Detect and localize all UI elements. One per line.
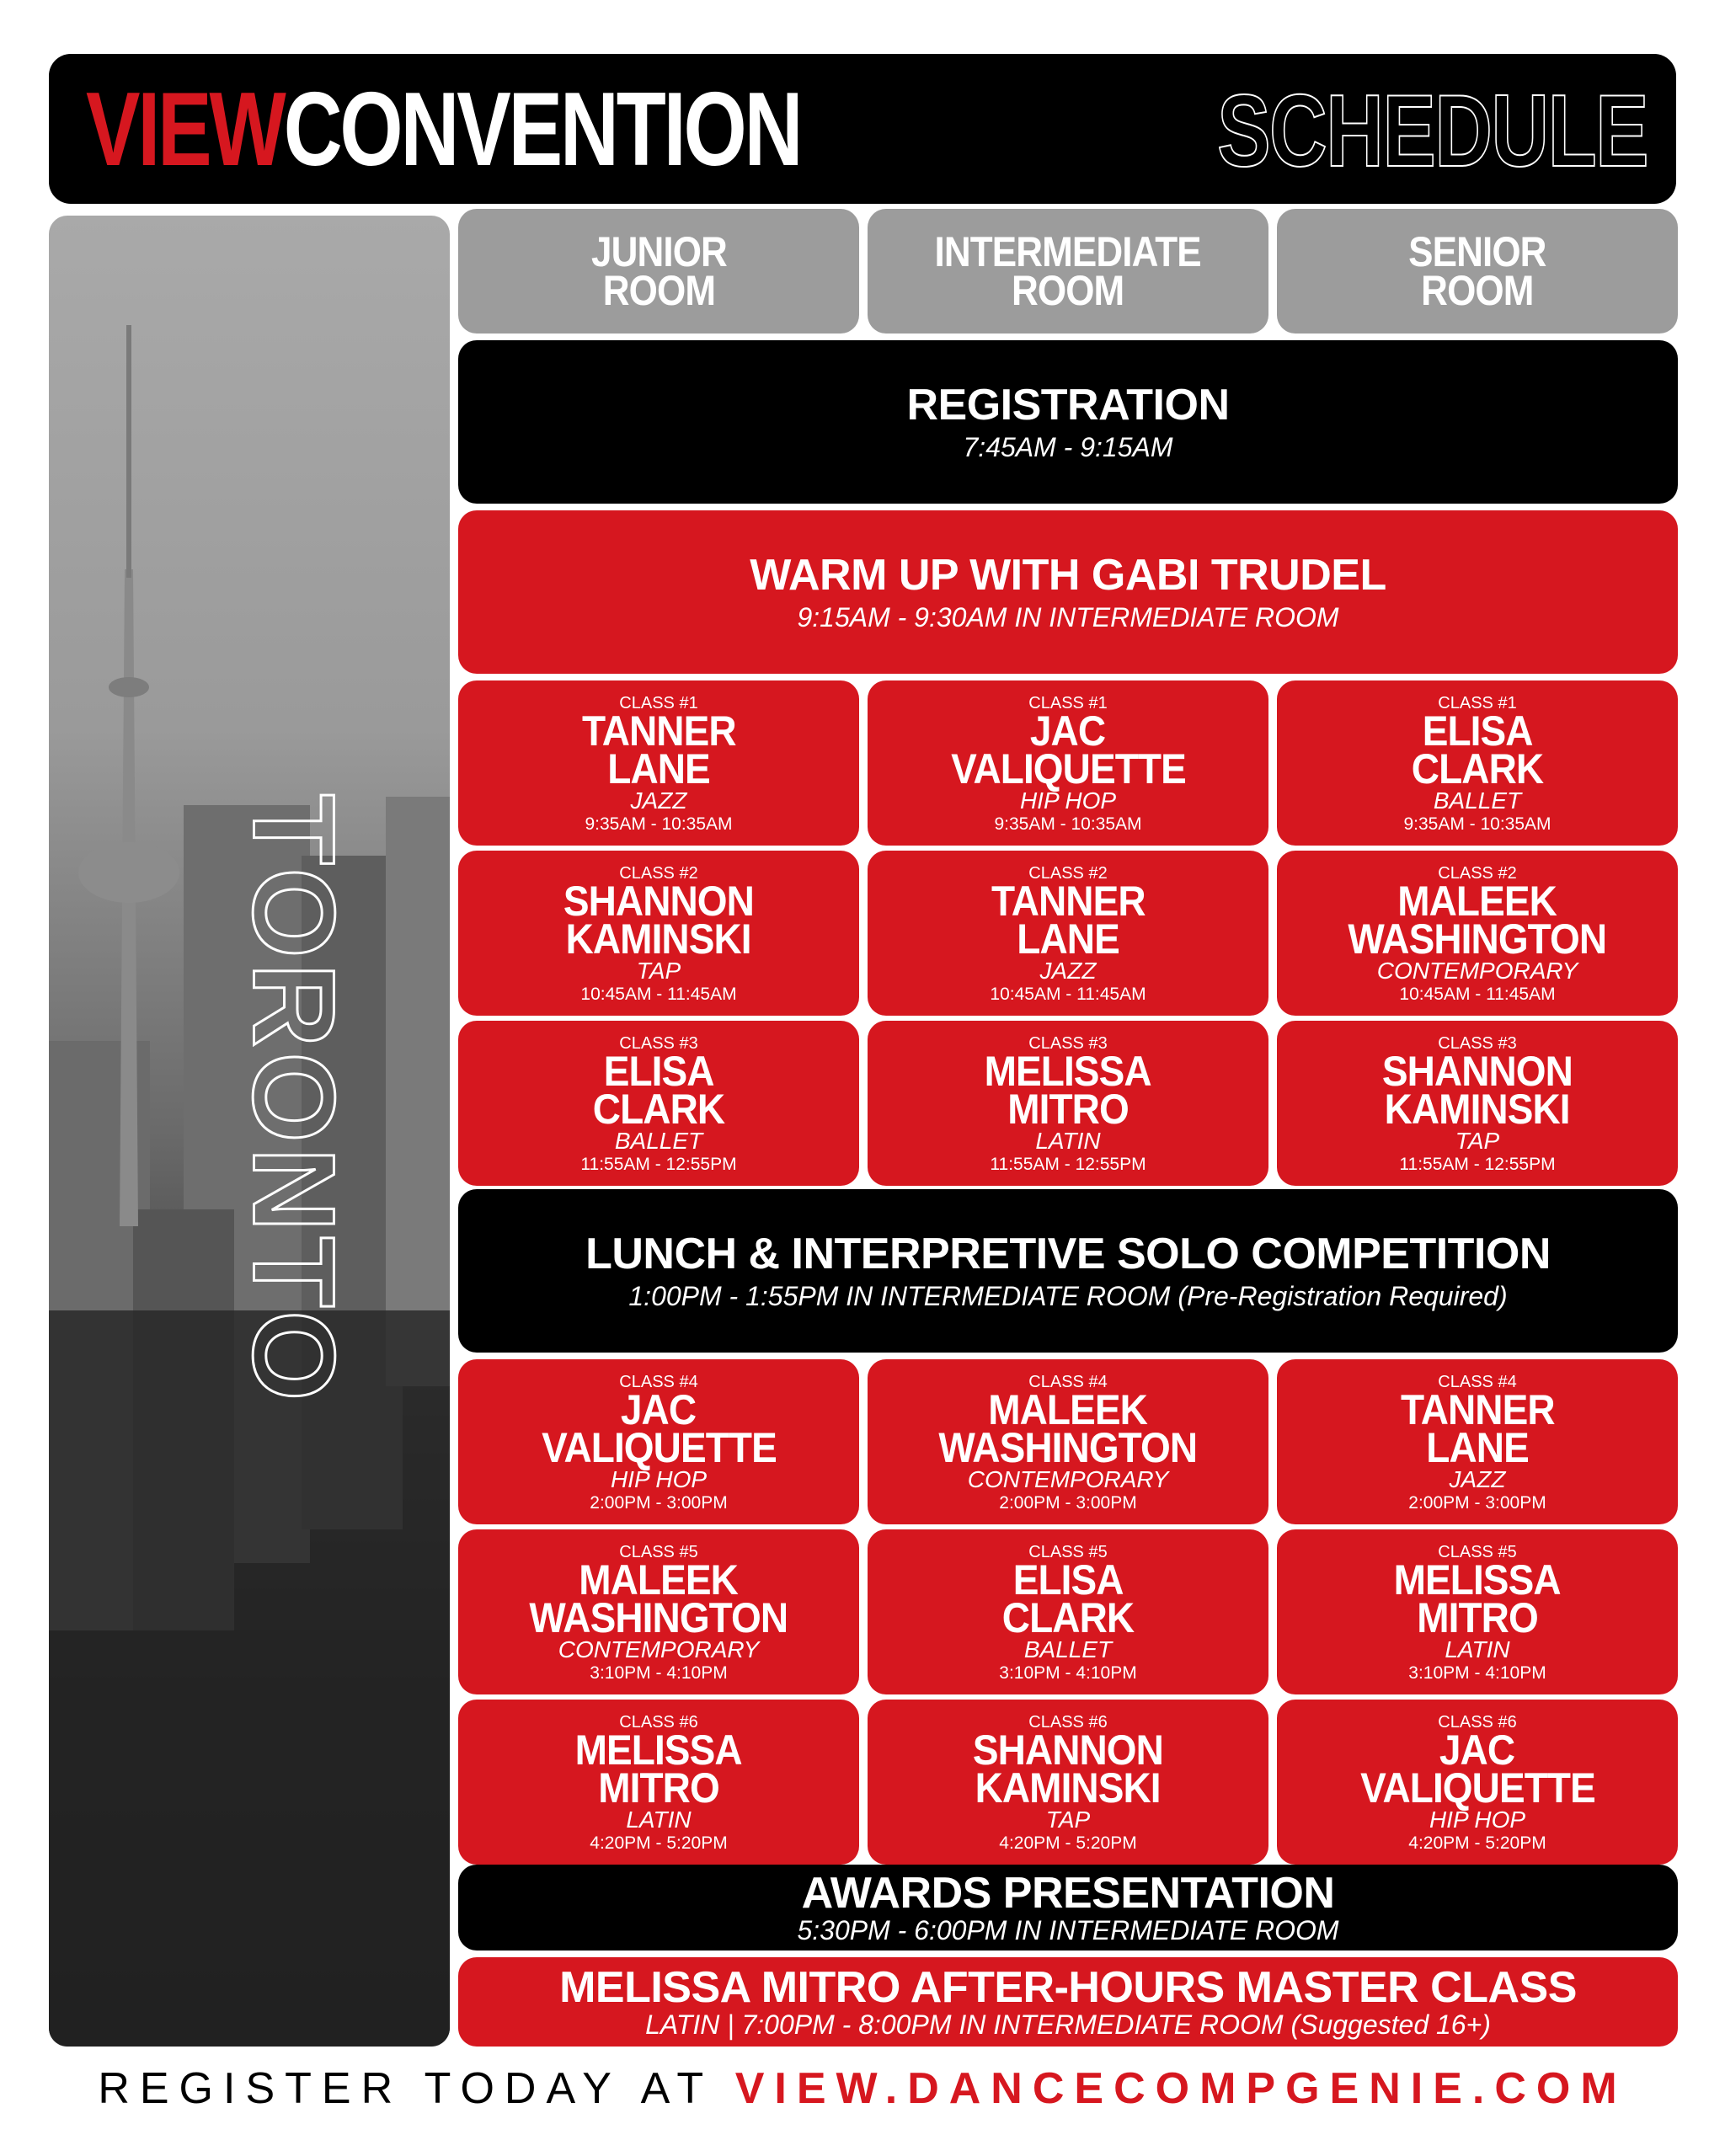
awards-block [458, 1865, 1678, 1951]
instructor-first-name: JAC [1030, 707, 1106, 755]
event-time: 9:15AM - 9:30AM IN INTERMEDIATE ROOM [797, 602, 1339, 632]
class-time: 2:00PM - 3:00PM [590, 1493, 728, 1513]
dance-style: LATIN [1445, 1636, 1510, 1662]
class-time: 2:00PM - 3:00PM [999, 1493, 1137, 1513]
class-card [458, 1359, 859, 1524]
dance-style: JAZZ [630, 787, 687, 814]
class-number: CLASS #3 [619, 1034, 698, 1053]
header-bar [49, 54, 1676, 204]
room-header-junior [458, 209, 859, 334]
instructor-first-name: MELISSA [1393, 1556, 1562, 1604]
class-number: CLASS #3 [1028, 1034, 1108, 1053]
instructor-first-name: SHANNON [972, 1726, 1164, 1774]
class-number: CLASS #4 [619, 1373, 698, 1391]
dance-style: TAP [1455, 1128, 1500, 1154]
class-time: 3:10PM - 4:10PM [590, 1663, 728, 1683]
event-title: AWARDS PRESENTATION [801, 1869, 1335, 1918]
class-number: CLASS #3 [1438, 1034, 1517, 1053]
brand-logo [86, 71, 800, 189]
class-number: CLASS #1 [1438, 694, 1517, 712]
class-number: CLASS #2 [1028, 864, 1108, 883]
footer-url[interactable]: VIEW.DANCECOMPGENIE.COM [734, 2064, 1627, 2113]
city-name: TORONTO [228, 793, 359, 1406]
city-photo [49, 216, 450, 2047]
class-number: CLASS #1 [619, 694, 698, 712]
class-card [868, 1359, 1268, 1524]
class-time: 4:20PM - 5:20PM [590, 1833, 728, 1853]
class-time: 11:55AM - 12:55PM [580, 1155, 737, 1174]
class-number: CLASS #4 [1028, 1373, 1108, 1391]
instructor-last-name: CLARK [592, 1086, 725, 1133]
dance-style: HIP HOP [610, 1466, 708, 1492]
room-header-intermediate [868, 209, 1268, 334]
instructor-first-name: TANNER [991, 878, 1146, 925]
instructor-first-name: SHANNON [1381, 1048, 1573, 1095]
class-time: 3:10PM - 4:10PM [999, 1663, 1137, 1683]
instructor-last-name: KAMINSKI [975, 1764, 1162, 1812]
instructor-last-name: LANE [1017, 915, 1119, 963]
dance-style: HIP HOP [1429, 1806, 1526, 1833]
instructor-first-name: MALEEK [988, 1386, 1148, 1433]
class-number: CLASS #5 [1028, 1543, 1108, 1561]
class-card [868, 680, 1268, 846]
class-time: 3:10PM - 4:10PM [1408, 1663, 1546, 1683]
class-number: CLASS #5 [1438, 1543, 1517, 1561]
footer-cta [0, 2055, 1725, 2122]
event-title: REGISTRATION [906, 381, 1230, 430]
class-time: 9:35AM - 10:35AM [1403, 814, 1551, 834]
dance-style: JAZZ [1039, 958, 1097, 984]
class-card [1277, 1700, 1678, 1865]
dance-style: CONTEMPORARY [558, 1636, 760, 1662]
instructor-last-name: LANE [1426, 1424, 1529, 1471]
dance-style: TAP [1045, 1806, 1091, 1833]
event-title: LUNCH & INTERPRETIVE SOLO COMPETITION [585, 1230, 1551, 1278]
class-time: 2:00PM - 3:00PM [1408, 1493, 1546, 1513]
class-time: 10:45AM - 11:45AM [990, 985, 1146, 1004]
dance-style: HIP HOP [1019, 787, 1117, 814]
class-card [1277, 1021, 1678, 1186]
class-card [458, 1529, 859, 1694]
class-card [458, 1021, 859, 1186]
class-card [1277, 1529, 1678, 1694]
brand-view: VIEW [86, 72, 284, 188]
dance-style: TAP [636, 958, 681, 984]
instructor-first-name: ELISA [603, 1048, 714, 1095]
class-time: 4:20PM - 5:20PM [1408, 1833, 1546, 1853]
class-card [1277, 851, 1678, 1016]
class-card [1277, 680, 1678, 846]
class-card [868, 851, 1268, 1016]
instructor-first-name: MELISSA [574, 1726, 743, 1774]
class-number: CLASS #4 [1438, 1373, 1517, 1391]
room-label: INTERMEDIATE ROOM [934, 228, 1202, 314]
class-number: CLASS #2 [1438, 864, 1517, 883]
instructor-first-name: MELISSA [984, 1048, 1152, 1095]
instructor-first-name: MALEEK [1397, 878, 1557, 925]
dance-style: BALLET [1433, 787, 1522, 814]
instructor-first-name: ELISA [1422, 707, 1533, 755]
instructor-last-name: MITRO [598, 1764, 719, 1812]
instructor-last-name: MITRO [1417, 1594, 1538, 1641]
instructor-last-name: WASHINGTON [529, 1594, 788, 1641]
instructor-last-name: WASHINGTON [1348, 915, 1607, 963]
instructor-first-name: SHANNON [563, 878, 755, 925]
dance-style: CONTEMPORARY [967, 1466, 1169, 1492]
dance-style: LATIN [1035, 1128, 1101, 1154]
instructor-last-name: KAMINSKI [565, 915, 752, 963]
class-number: CLASS #6 [619, 1713, 698, 1732]
registration-block [458, 340, 1678, 504]
class-time: 11:55AM - 12:55PM [1399, 1155, 1556, 1174]
instructor-first-name: TANNER [1400, 1386, 1555, 1433]
class-time: 10:45AM - 11:45AM [1399, 985, 1556, 1004]
event-time: LATIN | 7:00PM - 8:00PM IN INTERMEDIATE ROOM (Suggested 16+) [645, 2009, 1491, 2040]
dance-style: BALLET [1023, 1636, 1113, 1662]
instructor-last-name: LANE [607, 745, 710, 792]
event-time: 7:45AM - 9:15AM [963, 432, 1173, 462]
event-title: WARM UP WITH GABI TRUDEL [750, 551, 1386, 600]
warmup-block [458, 510, 1678, 674]
class-time: 10:45AM - 11:45AM [580, 985, 737, 1004]
class-number: CLASS #6 [1028, 1713, 1108, 1732]
class-card [458, 1700, 859, 1865]
instructor-first-name: TANNER [581, 707, 736, 755]
masterclass-block [458, 1957, 1678, 2047]
dance-style: CONTEMPORARY [1376, 958, 1578, 984]
instructor-last-name: CLARK [1411, 745, 1544, 792]
class-time: 9:35AM - 10:35AM [585, 814, 733, 834]
class-number: CLASS #2 [619, 864, 698, 883]
instructor-last-name: WASHINGTON [938, 1424, 1198, 1471]
room-label: JUNIOR ROOM [590, 228, 727, 314]
dance-style: JAZZ [1449, 1466, 1506, 1492]
footer-prefix: REGISTER TODAY AT [98, 2064, 713, 2113]
class-number: CLASS #5 [619, 1543, 698, 1561]
class-card [868, 1529, 1268, 1694]
event-time: 1:00PM - 1:55PM IN INTERMEDIATE ROOM (Pre-Registration Required) [628, 1281, 1508, 1311]
room-label: SENIOR ROOM [1408, 228, 1546, 314]
class-number: CLASS #6 [1438, 1713, 1517, 1732]
event-title: MELISSA MITRO AFTER-HOURS MASTER CLASS [559, 1963, 1577, 2012]
class-number: CLASS #1 [1028, 694, 1108, 712]
class-time: 4:20PM - 5:20PM [999, 1833, 1137, 1853]
dance-style: LATIN [626, 1806, 692, 1833]
instructor-first-name: MALEEK [579, 1556, 739, 1604]
event-time: 5:30PM - 6:00PM IN INTERMEDIATE ROOM [797, 1915, 1339, 1945]
instructor-first-name: ELISA [1012, 1556, 1124, 1604]
class-card [1277, 1359, 1678, 1524]
brand-convention: CONVENTION [283, 72, 801, 188]
class-time: 11:55AM - 12:55PM [990, 1155, 1146, 1174]
instructor-last-name: KAMINSKI [1384, 1086, 1571, 1133]
class-time: 9:35AM - 10:35AM [994, 814, 1142, 834]
lunch-block [458, 1189, 1678, 1353]
instructor-last-name: VALIQUETTE [950, 745, 1186, 792]
instructor-last-name: CLARK [1001, 1594, 1135, 1641]
schedule-heading: SCHEDULE [1217, 73, 1648, 188]
class-card [868, 1700, 1268, 1865]
instructor-first-name: JAC [621, 1386, 697, 1433]
instructor-last-name: MITRO [1007, 1086, 1129, 1133]
dance-style: BALLET [614, 1128, 703, 1154]
class-card [458, 851, 859, 1016]
instructor-last-name: VALIQUETTE [1359, 1764, 1595, 1812]
instructor-last-name: VALIQUETTE [541, 1424, 777, 1471]
class-card [868, 1021, 1268, 1186]
instructor-first-name: JAC [1439, 1726, 1515, 1774]
class-card [458, 680, 859, 846]
room-header-senior [1277, 209, 1678, 334]
